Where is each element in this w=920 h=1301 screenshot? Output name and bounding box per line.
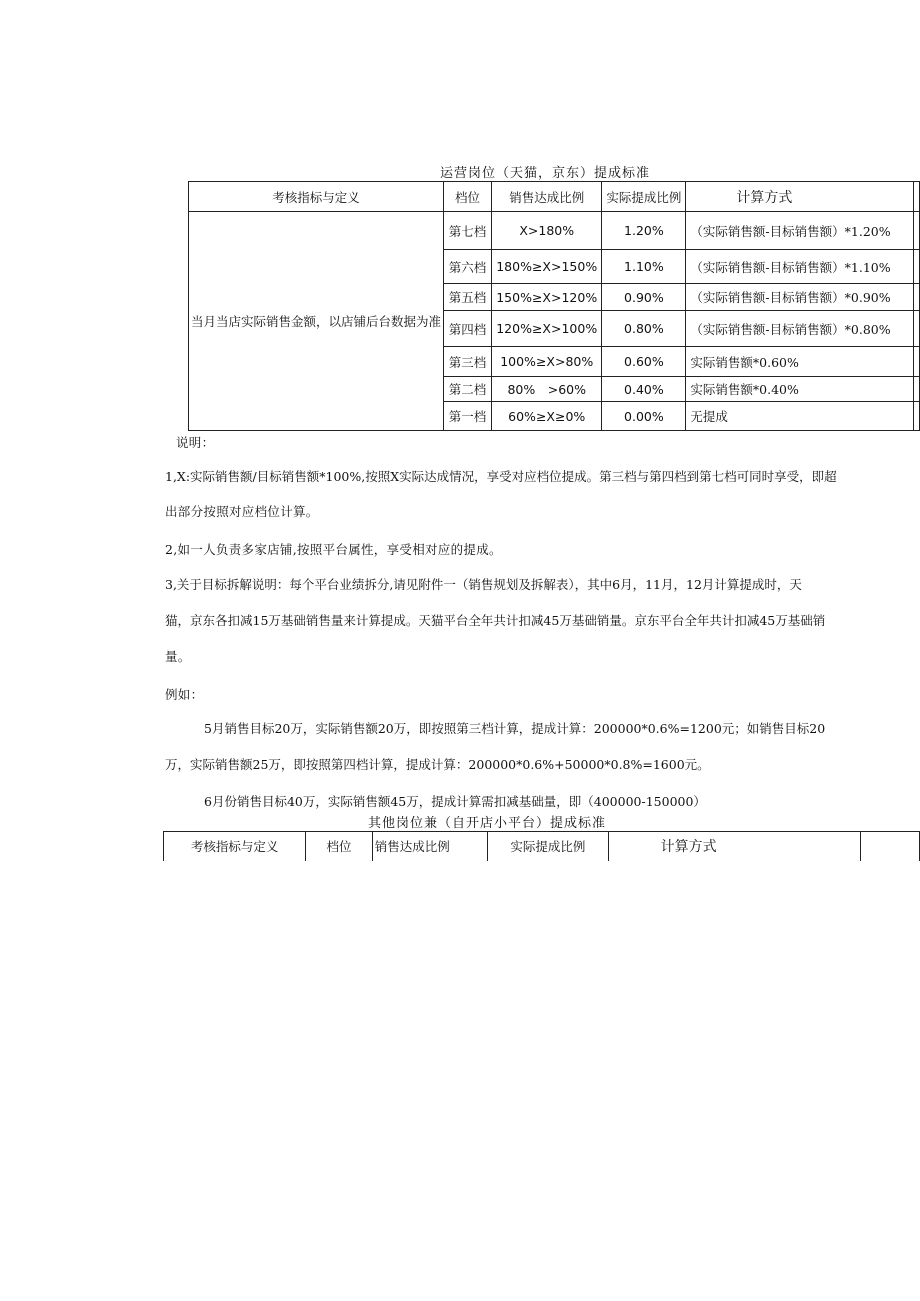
formula-cell: 无提成: [686, 402, 914, 431]
header-commission-rate: 实际提成比例: [602, 182, 686, 212]
blank-cell: [914, 377, 920, 402]
ratio-cell: 180%≥X>150%: [492, 250, 602, 284]
note-3-line-2: 猫，京东各扣减15万基础销售量来计算提成。天猫平台全年共计扣减45万基础销量。京东平台全年共计扣减45万基础销: [165, 613, 826, 628]
table1-title: 运营岗位（天猫，京东）提成标准: [440, 166, 651, 181]
tier-cell: 第七档: [444, 212, 492, 250]
ratio-cell: X>180%: [492, 212, 602, 250]
tier-cell: 第三档: [444, 347, 492, 377]
rate-cell: 0.80%: [602, 311, 686, 347]
note-3-line-1: 3,关于目标拆解说明：每个平台业绩拆分,请见附件一（销售规划及拆解表），其中6月，11月，12月计算提成时，天: [165, 577, 802, 592]
metric-definition: 当月当店实际销售金额，以店铺后台数据为准: [189, 212, 444, 431]
header-tier: 档位: [444, 182, 492, 212]
header-definition: 考核指标与定义: [164, 832, 306, 861]
table2-header-row: [164, 832, 920, 861]
blank-cell: [914, 402, 920, 431]
rate-cell: 0.00%: [602, 402, 686, 431]
note-1-line-2: 出部分按照对应档位计算。: [165, 504, 319, 519]
blank-cell: [914, 311, 920, 347]
blank-cell: [914, 284, 920, 311]
commission-table-other-positions: [163, 831, 920, 861]
rate-cell: 1.20%: [602, 212, 686, 250]
formula-cell: （实际销售额-目标销售额）*0.80%: [686, 311, 914, 347]
example-1-line-1: 5月销售目标20万，实际销售额20万，即按照第三档计算，提成计算：200000*0.6%=1200元；如销售目标20: [204, 721, 826, 736]
blank-cell: [914, 212, 920, 250]
header-calculation: 计算方式: [608, 832, 860, 861]
table2-title: 其他岗位兼（自开店小平台）提成标准: [368, 816, 607, 831]
example-2-line-1: 6月份销售目标40万，实际销售额45万，提成计算需扣减基础量，即（400000-150000）: [204, 794, 706, 809]
note-3-line-3: 量。: [165, 649, 191, 664]
tier-cell: 第六档: [444, 250, 492, 284]
example-heading: 例如：: [165, 687, 204, 702]
rate-cell: 0.40%: [602, 377, 686, 402]
header-achievement-ratio: 销售达成比例: [492, 182, 602, 212]
header-blank-cell: [860, 832, 919, 861]
ratio-cell: 150%≥X>120%: [492, 284, 602, 311]
blank-cell: [914, 347, 920, 377]
commission-table-operations: [188, 181, 920, 431]
ratio-cell: 100%≥X>80%: [492, 347, 602, 377]
example-1-line-2: 万，实际销售额25万，即按照第四档计算，提成计算：200000*0.6%+50000*0.8%=1600元。: [165, 757, 710, 772]
ratio-cell: 120%≥X>100%: [492, 311, 602, 347]
formula-cell: 实际销售额*0.40%: [686, 377, 914, 402]
formula-cell: （实际销售额-目标销售额）*1.10%: [686, 250, 914, 284]
rate-cell: 0.90%: [602, 284, 686, 311]
tier-cell: 第二档: [444, 377, 492, 402]
ratio-cell: 60%≥X≥0%: [492, 402, 602, 431]
rate-cell: 0.60%: [602, 347, 686, 377]
formula-cell: 实际销售额*0.60%: [686, 347, 914, 377]
rate-cell: 1.10%: [602, 250, 686, 284]
table1-header-row: [189, 182, 920, 212]
header-tier: 档位: [306, 832, 372, 861]
header-blank-cell: [914, 182, 920, 212]
header-commission-rate: 实际提成比例: [488, 832, 608, 861]
formula-cell: （实际销售额-目标销售额）*0.90%: [686, 284, 914, 311]
notes-heading: 说明：: [176, 435, 215, 450]
ratio-cell: 80% >60%: [492, 377, 602, 402]
tier-cell: 第五档: [444, 284, 492, 311]
blank-cell: [914, 250, 920, 284]
header-calculation: 计算方式: [686, 182, 914, 212]
header-achievement-ratio: 销售达成比例: [372, 832, 488, 861]
tier-cell: 第一档: [444, 402, 492, 431]
note-2: 2,如一人负责多家店铺,按照平台属性，享受相对应的提成。: [165, 542, 502, 557]
formula-cell: （实际销售额-目标销售额）*1.20%: [686, 212, 914, 250]
table-row: [189, 212, 920, 250]
tier-cell: 第四档: [444, 311, 492, 347]
note-1-line-1: 1,X:实际销售额/目标销售额*100%,按照X实际达成情况，享受对应档位提成。第三档与第四档到第七档可同时享受，即超: [165, 469, 837, 484]
header-definition: 考核指标与定义: [189, 182, 444, 212]
